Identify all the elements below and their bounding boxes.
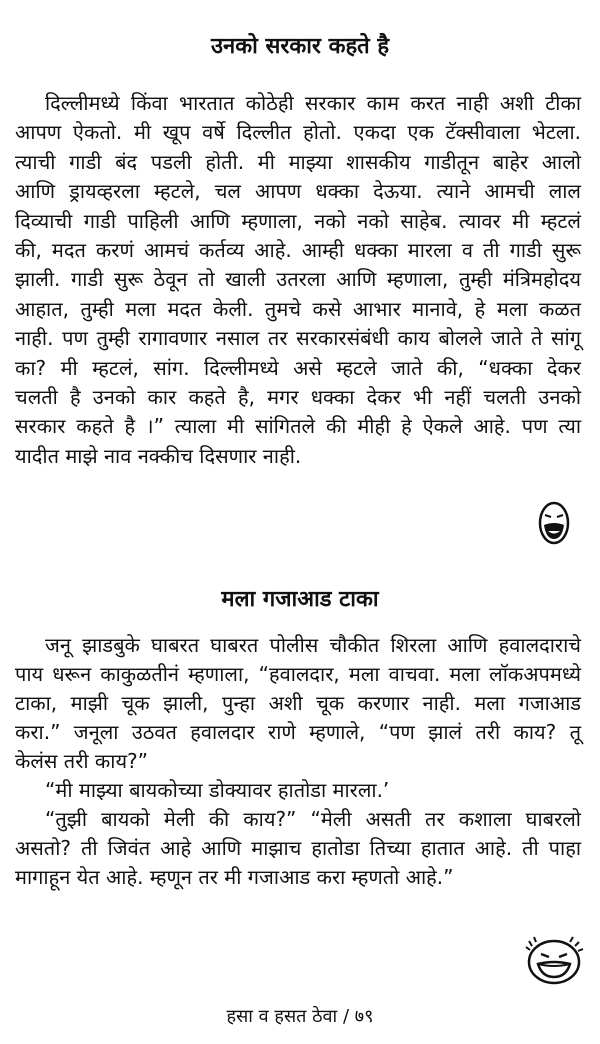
- text-line: झाली. गाडी सुरू ठेवून तो खाली उतरला आणि म्हणाला, तुम्ही मंत्रिमहोदय: [15, 267, 581, 292]
- text-line: “मी माझ्या बायकोच्या डोक्यावर हातोडा मारला.’: [45, 778, 390, 802]
- text-line: असतो? ती जिवंत आहे आणि माझाच हातोडा तिच्या हातात आहे. ती पाहा: [15, 836, 581, 860]
- text-line: का? मी म्हटलं, सांग. दिल्लीमध्ये असे म्हटले जाते की, “धक्का देकर: [15, 355, 581, 380]
- story-title: उनको सरकार कहते है: [210, 34, 390, 59]
- text-line: करा.” जनूला उठवत हवालदार राणे म्हणाले, “पण झालं तरी काय? तू: [15, 720, 581, 744]
- text-line: मागाहून येत आहे. म्हणून तर मी गजाआड करा म्हणतो आहे.”: [15, 865, 454, 889]
- text-line: “तुझी बायको मेली की काय?” “मेली असती तर कशाला घाबरलो: [45, 807, 581, 831]
- laughing-face-icon: [522, 932, 586, 988]
- text-line: चलती है उनको कार कहते है, मगर धक्का देकर भी नहीं चलती उनको: [15, 385, 581, 409]
- text-line: सरकार कहते है ।” त्याला मी सांगितले की मीही हे ऐकले आहे. पण त्या: [15, 414, 581, 439]
- text-line: त्याची गाडी बंद पडली होती. मी माझ्या शासकीय गाडीतून बाहेर आलो: [15, 149, 581, 174]
- text-line: आपण ऐकतो. मी खूप वर्षे दिल्लीत होतो. एकदा एक टॅक्सीवाला भेटला.: [15, 120, 581, 145]
- laughing-face-icon: [532, 497, 576, 549]
- text-line: नाही. पण तुम्ही रागावणार नसाल तर सरकारसंबंधी काय बोलले जाते ते सांगू: [15, 326, 581, 351]
- text-line: आणि ड्रायव्हरला म्हटले, चल आपण धक्का देऊया. त्याने आमची लाल: [15, 179, 581, 204]
- page-footer: हसा व हसत ठेवा / ७९: [226, 1006, 374, 1027]
- text-line: यादीत माझे नाव नक्कीच दिसणार नाही.: [15, 443, 302, 468]
- story-title: मला गजाआड टाका: [221, 587, 379, 612]
- text-line: केलंस तरी काय?”: [15, 749, 149, 773]
- text-line: जनू झाडबुके घाबरत घाबरत पोलीस चौकीत शिरला आणि हवालदाराचे: [45, 633, 581, 657]
- text-line: टाका, माझी चूक झाली, पुन्हा अशी चूक करणार नाही. मला गजाआड: [15, 691, 581, 715]
- text-line: की, मदत करणं आमचं कर्तव्य आहे. आम्ही धक्का मारला व ती गाडी सुरू: [15, 238, 581, 262]
- text-line: दिव्याची गाडी पाहिली आणि म्हणाला, नको नको साहेब. त्यावर मी म्हटलं: [15, 208, 581, 233]
- text-line: पाय धरून काकुळतीनं म्हणाला, “हवालदार, मला वाचवा. मला लॉकअपमध्ये: [15, 662, 581, 686]
- text-line: आहात, तुम्ही मला मदत केली. तुमचे कसे आभार मानावे, हे मला कळत: [15, 296, 581, 321]
- text-line: दिल्लीमध्ये किंवा भारतात कोठेही सरकार काम करत नाही अशी टीका: [45, 91, 581, 115]
